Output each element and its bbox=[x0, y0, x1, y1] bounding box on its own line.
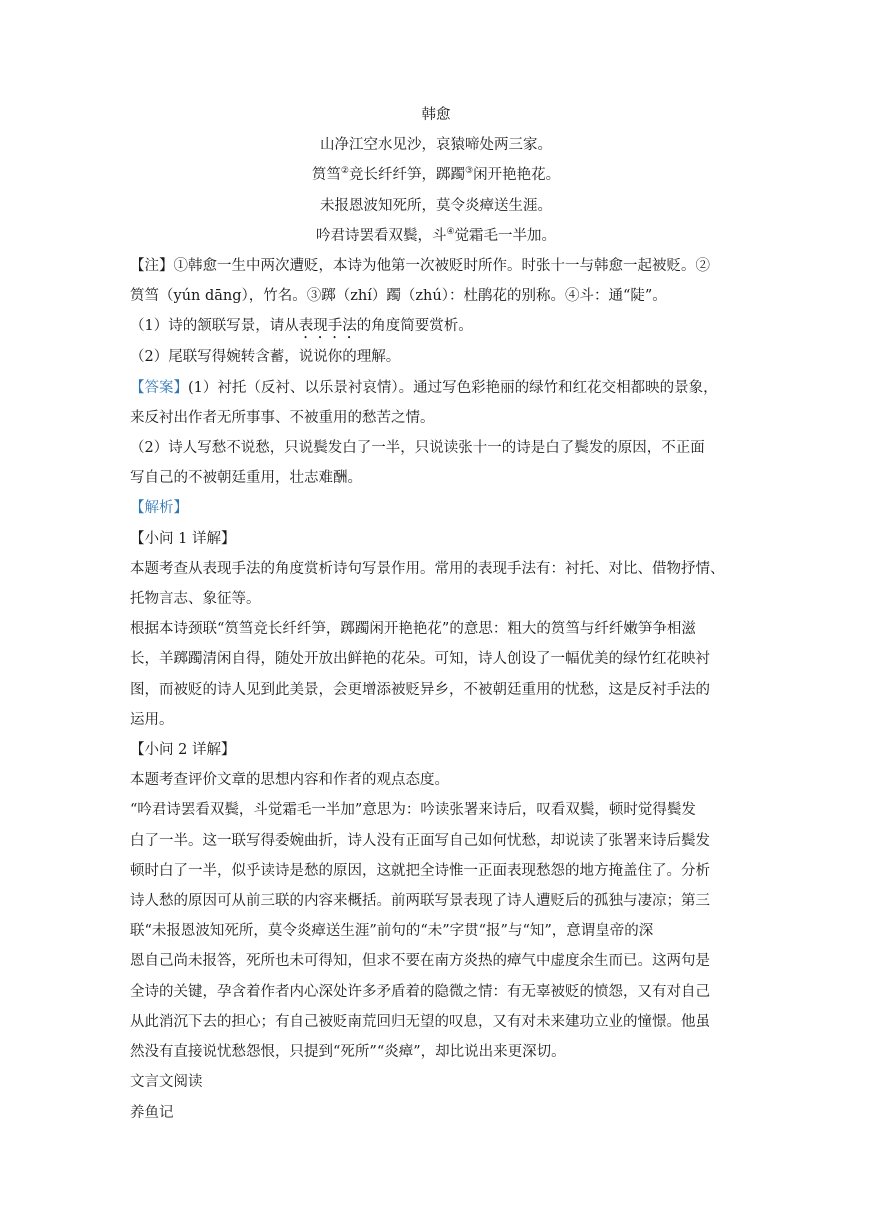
question-1: （1）诗的颔联写景，请从表现手法的角度简要赏析。 bbox=[130, 318, 473, 335]
poem-line-2: 筼筜②竞长纤纤笋，踯躅③闲开艳艳花。 bbox=[311, 166, 561, 184]
emphasized-term: 表现手法 bbox=[298, 318, 357, 335]
analysis-2-line-3: 白了一半。这一联写得委婉曲折，诗人没有正面写自己如何忧愁，却说读了张署来诗后鬓发 bbox=[130, 832, 710, 849]
analysis-1-line-3: 根据本诗颈联“筼筜竞长纤纤笋，踯躅闲开艳艳花”的意思：粗大的筼筜与纤纤嫩笋争相滋 bbox=[130, 621, 696, 638]
poem-line-3: 未报恩波知死所，莫令炎瘴送生涯。 bbox=[320, 197, 552, 214]
note-label: 【注】 bbox=[130, 258, 174, 275]
answer-line-1: 【答案】(1）衬托（反衬、以乐景衬哀情）。通过写色彩艳丽的绿竹和红花交相都映的景象， bbox=[130, 379, 718, 396]
analysis-1-line-1: 本题考查从表现手法的角度赏析诗句写景作用。常用的表现手法有：衬托、对比、借物抒情、 bbox=[130, 560, 725, 577]
poem-line-1: 山净江空水见沙，哀猿啼处两三家。 bbox=[320, 137, 552, 154]
analysis-2-line-7: 恩自己尚未报答，死所也未可得知，但求不要在南方炎热的瘴气中虚度余生而已。这两句是 bbox=[130, 953, 710, 970]
analysis-2-line-8: 全诗的关键，孕含着作者内心深处许多矛盾着的隐微之情：有无辜被贬的愤怨，又有对自己 bbox=[130, 983, 710, 1000]
document-page bbox=[130, 100, 742, 1128]
analysis-1-line-5: 图，而被贬的诗人见到此美景，会更增添被贬异乡，不被朝廷重用的忧愁，这是反衬手法的 bbox=[130, 681, 710, 698]
section-heading: 文言文阅读 bbox=[130, 1074, 203, 1091]
analysis-2-line-6: 联“未报恩波知死所，莫令炎瘴送生涯”前句的“未”字贯“报”与“知”，意谓皇帝的深 bbox=[130, 923, 654, 940]
section-title: 养鱼记 bbox=[130, 1104, 174, 1121]
analysis-label: 【解析】 bbox=[130, 500, 188, 517]
analysis-1-line-4: 长，羊踯躅清闲自得，随处开放出鲜艳的花朵。可知，诗人创设了一幅优美的绿竹红花映衬 bbox=[130, 651, 710, 668]
analysis-1-line-2: 托物言志、象征等。 bbox=[130, 591, 261, 608]
subquestion-1-heading: 【小问 1 详解】 bbox=[130, 530, 236, 547]
poem-block bbox=[130, 100, 742, 251]
answer-line-2: 来反衬出作者无所事事、不被重用的愁苦之情。 bbox=[130, 409, 435, 426]
analysis-2-line-9: 从此消沉下去的担心；有自己被贬南荒回归无望的叹息，又有对未来建功立业的憧憬。他虽 bbox=[130, 1013, 710, 1030]
question-2: （2）尾联写得婉转含蓄，说说你的理解。 bbox=[130, 349, 401, 366]
answer-label: 【答案】 bbox=[130, 379, 188, 396]
answer-line-4: 写自己的不被朝廷重用，壮志难酬。 bbox=[130, 470, 362, 487]
poem-author: 韩愈 bbox=[421, 107, 451, 123]
answer-line-3: （2）诗人写愁不说愁，只说鬓发白了一半，只说读张十一的诗是白了鬓发的原因，不正面 bbox=[130, 440, 705, 457]
analysis-2-line-2: “吟君诗罢看双鬓，斗觉霜毛一半加”意思为：吟读张署来诗后，叹看双鬓，顿时觉得鬓发 bbox=[130, 802, 696, 819]
poem-line-4: 吟君诗罢看双鬓，斗④觉霜毛一半加。 bbox=[315, 226, 557, 244]
analysis-2-line-10: 然没有直接说忧愁怨恨，只提到“死所”“炎瘴”，却比说出来更深切。 bbox=[130, 1044, 566, 1061]
analysis-2-line-1: 本题考查评价文章的思想内容和作者的观点态度。 bbox=[130, 772, 449, 789]
analysis-2-line-4: 顿时白了一半，似乎读诗是愁的原因，这就把全诗惟一正面表现愁怨的地方掩盖住了。分析 bbox=[130, 862, 710, 879]
subquestion-2-heading: 【小问 2 详解】 bbox=[130, 742, 236, 759]
note-line-1: 【注】①韩愈一生中两次遭贬，本诗为他第一次被贬时所作。时张十一与韩愈一起被贬。② bbox=[130, 258, 710, 275]
analysis-2-line-5: 诗人愁的原因可从前三联的内容来概括。前两联写景表现了诗人遭贬后的孤独与凄凉；第三 bbox=[130, 893, 710, 910]
note-line-2: 筼筜（yún dāng），竹名。③踯（zhí）躅（zhú）：杜鹃花的别称。④斗：通“陡”。 bbox=[130, 288, 667, 305]
analysis-1-line-6: 运用。 bbox=[130, 711, 174, 728]
